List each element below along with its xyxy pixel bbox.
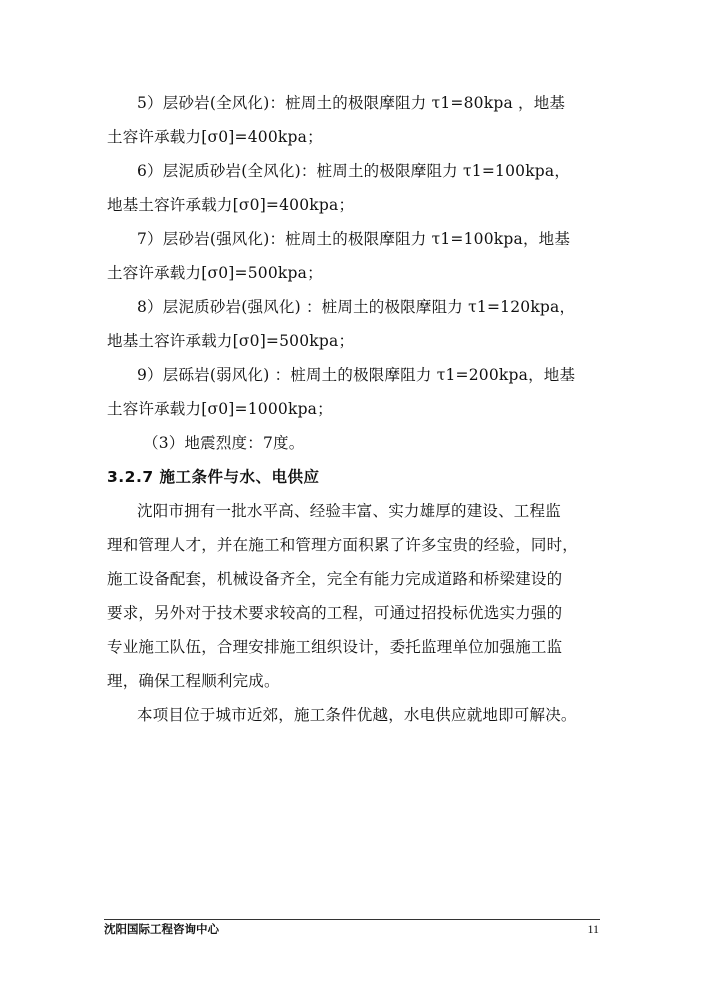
soil-layer-7: [107, 222, 599, 290]
soil-layer-line: 9）层砾岩(弱风化) ：桩周土的极限摩阻力 τ1=200kpa，地基: [137, 366, 576, 384]
soil-layer-line: 土容许承载力[σ0]=500kpa；: [107, 264, 323, 282]
section-heading: 3.2.7 施工条件与水、电供应: [107, 468, 320, 486]
page-number: 11: [587, 922, 599, 936]
soil-layer-line: 土容许承载力[σ0]=1000kpa；: [107, 400, 333, 418]
footer-divider: [104, 919, 600, 920]
soil-layer-5: [107, 86, 599, 154]
soil-layer-8: [107, 290, 599, 358]
footer-organization: 沈阳国际工程咨询中心: [104, 922, 219, 936]
soil-layer-line: 土容许承载力[σ0]=400kpa；: [107, 128, 323, 146]
soil-layer-line: 6）层泥质砂岩(全风化)：桩周土的极限摩阻力 τ1=100kpa，: [137, 162, 571, 180]
paragraph-line: 要求，另外对于技术要求较高的工程，可通过招投标优选实力强的: [107, 604, 563, 622]
paragraph-construction-conditions: [107, 494, 599, 698]
page-content: [107, 86, 599, 732]
soil-layer-9: [107, 358, 599, 426]
soil-layer-line: 7）层砂岩(强风化)：桩周土的极限摩阻力 τ1=100kpa，地基: [137, 230, 571, 248]
soil-layer-line: 地基土容许承载力[σ0]=400kpa；: [107, 196, 355, 214]
soil-layer-line: 8）层泥质砂岩(强风化) ：桩周土的极限摩阻力 τ1=120kpa，: [137, 298, 576, 316]
paragraph-line: 理和管理人才，并在施工和管理方面积累了许多宝贵的经验，同时，: [107, 536, 579, 554]
soil-layer-line: 地基土容许承载力[σ0]=500kpa；: [107, 332, 355, 350]
paragraph-line: 沈阳市拥有一批水平高、经验丰富、实力雄厚的建设、工程监: [137, 502, 561, 520]
seismic-intensity: （3）地震烈度：7度。: [143, 434, 305, 452]
soil-layer-6: [107, 154, 599, 222]
paragraph-water-power: 本项目位于城市近郊，施工条件优越，水电供应就地即可解决。: [137, 706, 577, 724]
paragraph-line: 施工设备配套，机械设备齐全，完全有能力完成道路和桥梁建设的: [107, 570, 563, 588]
paragraph-line: 理，确保工程顺利完成。: [107, 672, 280, 690]
paragraph-line: 专业施工队伍，合理安排施工组织设计，委托监理单位加强施工监: [107, 638, 563, 656]
soil-layer-line: 5）层砂岩(全风化)：桩周土的极限摩阻力 τ1=80kpa ，地基: [137, 94, 566, 112]
